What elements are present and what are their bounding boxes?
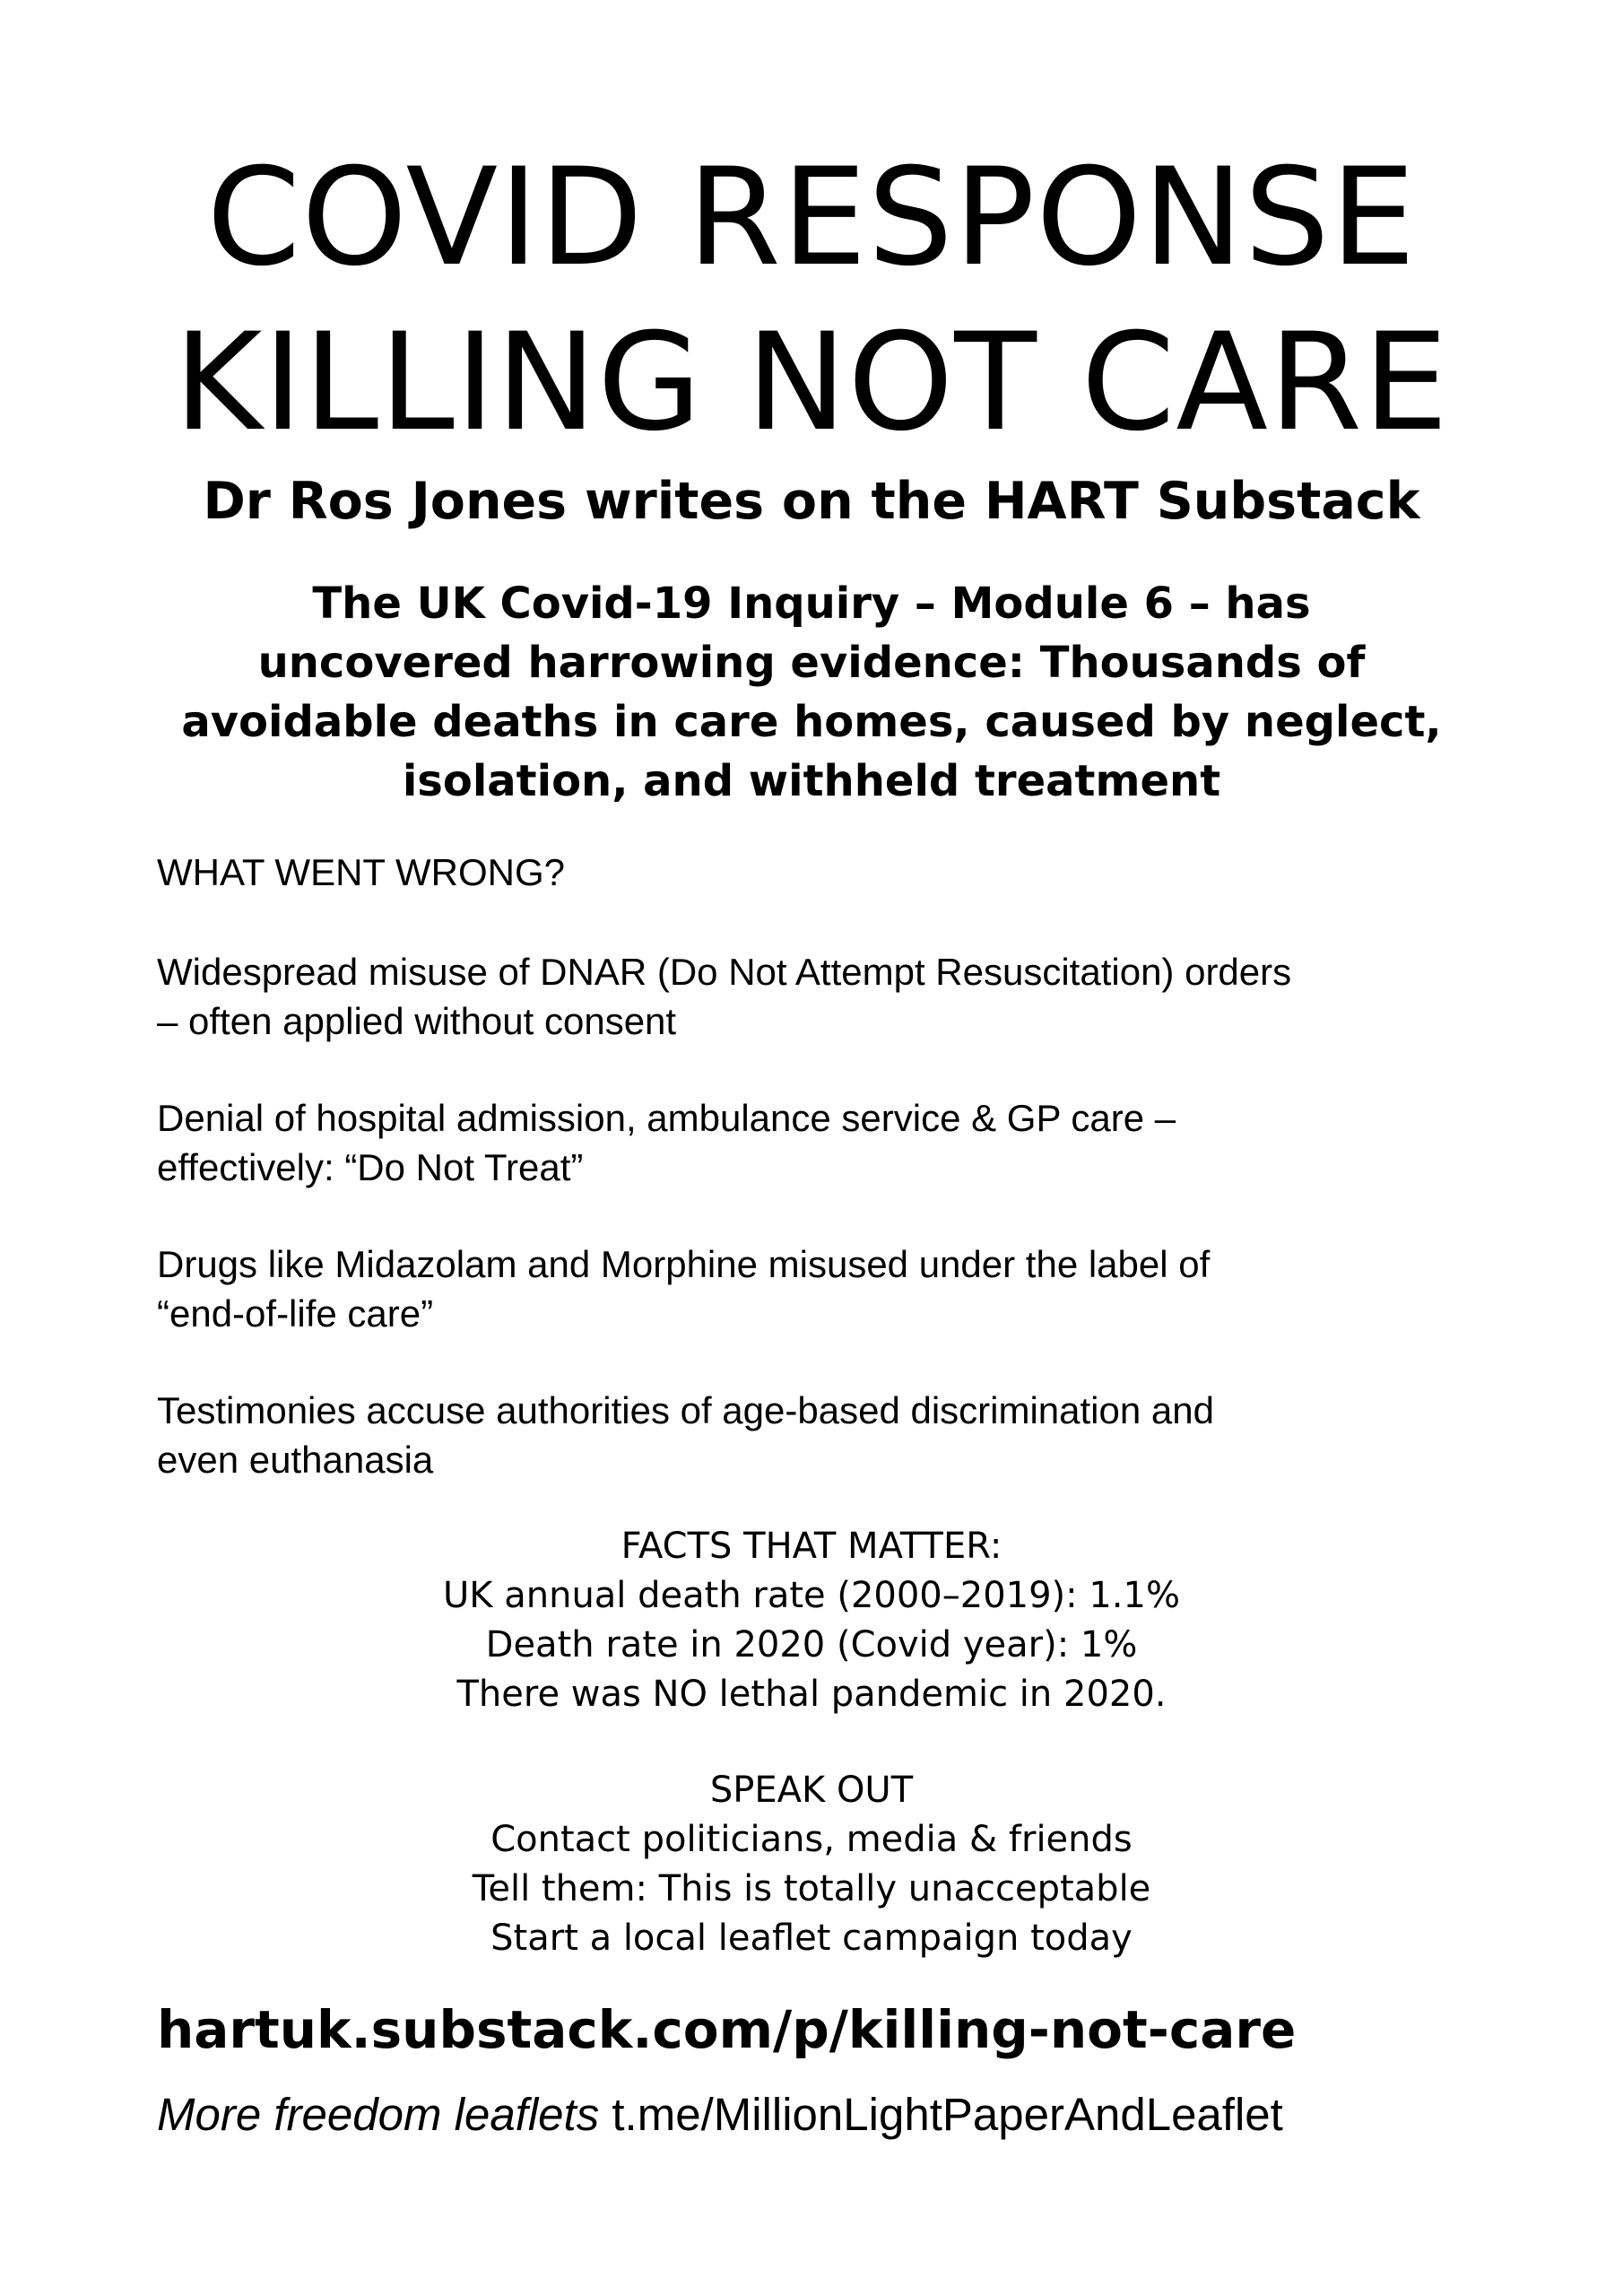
telegram-link[interactable]: t.me/MillionLightPaperAndLeaflet <box>612 2089 1283 2140</box>
intro-line: avoidable deaths in care homes, caused by neglect, <box>181 697 1442 747</box>
headline-line-1: COVID RESPONSE <box>206 140 1417 296</box>
intro-line: uncovered harrowing evidence: Thousands of <box>257 638 1366 688</box>
fact-line: Death rate in 2020 (Covid year): 1% <box>485 1624 1138 1665</box>
speak-out-heading: SPEAK OUT <box>709 1770 914 1811</box>
point-testimonies <box>157 1386 1502 1484</box>
point-line: “end-of-life care” <box>157 1292 434 1335</box>
point-line: even euthanasia <box>157 1439 434 1481</box>
point-drugs <box>157 1239 1502 1338</box>
point-line: Widespread misuse of DNAR (Do Not Attempt Resuscitation) orders <box>157 951 1292 993</box>
fact-line: There was NO lethal pandemic in 2020. <box>456 1674 1167 1715</box>
point-dnar <box>157 947 1502 1046</box>
speak-out-line: Contact politicians, media & friends <box>490 1819 1133 1860</box>
speak-out-section <box>0 1766 1623 1963</box>
point-line: effectively: “Do Not Treat” <box>157 1146 584 1188</box>
point-line: Testimonies accuse authorities of age-based discrimination and <box>157 1389 1214 1431</box>
substack-url[interactable]: hartuk.substack.com/p/killing-not-care <box>157 1999 1297 2060</box>
byline: Dr Ros Jones writes on the HART Substack <box>203 472 1420 531</box>
facts-heading: FACTS THAT MATTER: <box>621 1526 1002 1567</box>
footer-label: More freedom leaflets <box>157 2089 600 2140</box>
what-went-wrong-heading: WHAT WENT WRONG? <box>157 851 565 893</box>
speak-out-line: Start a local leaflet campaign today <box>490 1918 1133 1959</box>
fact-line: UK annual death rate (2000–2019): 1.1% <box>443 1575 1180 1616</box>
intro-line: The UK Covid-19 Inquiry – Module 6 – has <box>312 578 1311 629</box>
headline-line-2: KILLING NOT CARE <box>173 305 1450 461</box>
footer-line <box>157 2090 1283 2140</box>
intro-paragraph <box>126 574 1497 811</box>
speak-out-line: Tell them: This is totally unacceptable <box>472 1868 1151 1909</box>
point-line: – often applied without consent <box>157 1000 677 1042</box>
facts-section <box>0 1522 1623 1719</box>
point-line: Drugs like Midazolam and Morphine misused under the label of <box>157 1243 1211 1285</box>
point-line: Denial of hospital admission, ambulance service & GP care – <box>157 1097 1176 1139</box>
intro-line: isolation, and withheld treatment <box>402 756 1221 806</box>
point-denial-of-care <box>157 1093 1502 1192</box>
